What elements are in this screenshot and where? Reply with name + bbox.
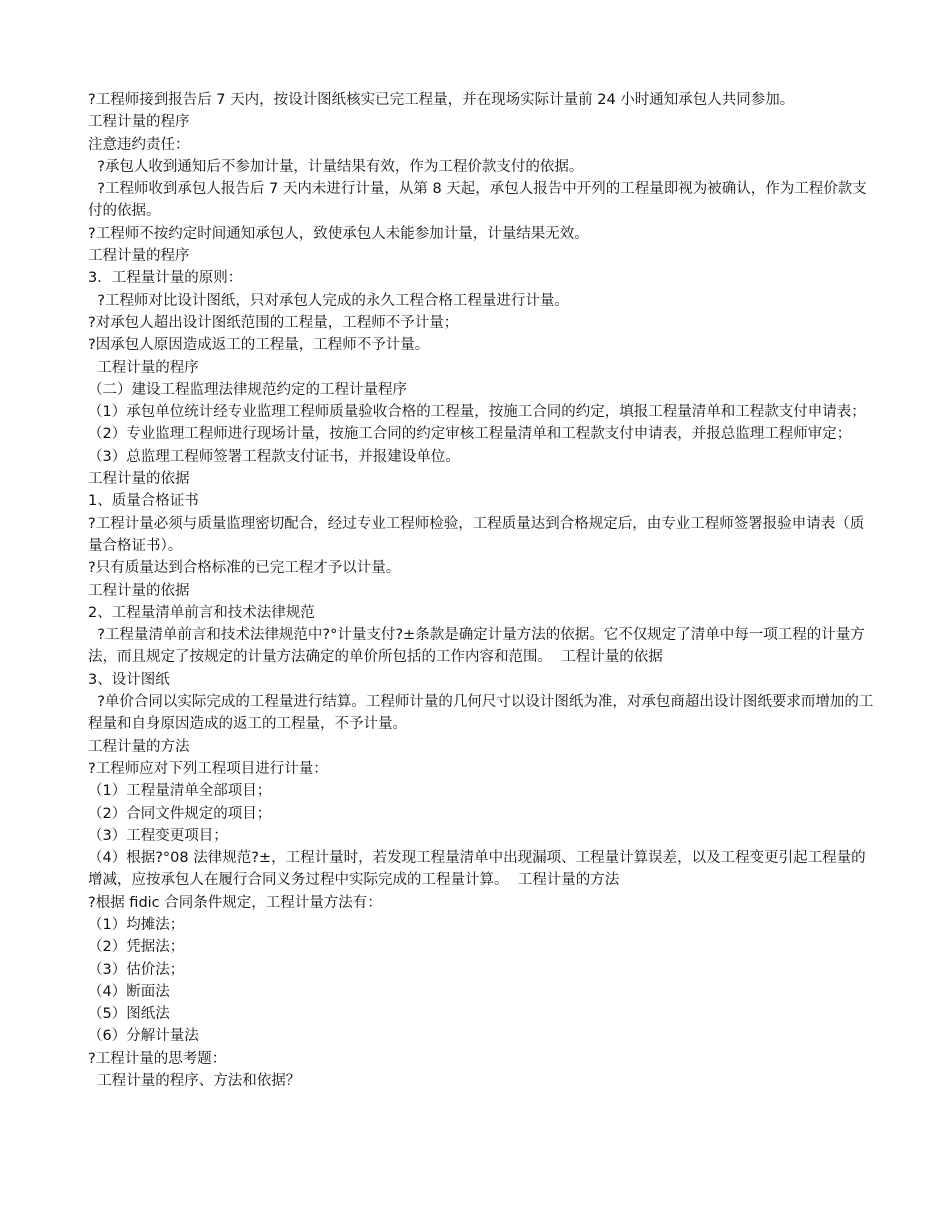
text-line: ?工程师收到承包人报告后 7 天内未进行计量，从第 8 天起，承包人报告中开列的工程量即视为被确认，作为工程价款支付的依据。 bbox=[88, 181, 867, 220]
subsection-heading: （二）建设工程监理法律规范约定的工程计量程序 bbox=[88, 381, 407, 398]
subsection-heading: 3．工程量计量的原则： bbox=[88, 270, 243, 287]
list-item: （3）估价法； bbox=[88, 961, 185, 978]
text-line: ?只有质量达到合格标准的已完工程才予以计量。 bbox=[88, 560, 401, 577]
text-line: ?工程师对比设计图纸，只对承包人完成的永久工程合格工程量进行计量。 bbox=[88, 292, 569, 309]
text-line: ?工程计量的思考题： bbox=[88, 1050, 227, 1067]
section-heading: 工程计量的依据 bbox=[88, 582, 190, 599]
text-line: ?工程师接到报告后 7 天内，按设计图纸核实已完工程量，并在现场实际计量前 24 小时通知承包人共同参加。 bbox=[88, 92, 795, 108]
list-item: （1）均摊法； bbox=[88, 916, 185, 933]
text-line: ?单价合同以实际完成的工程量进行结算。工程师计量的几何尺寸以设计图纸为准，对承包商超出设计图纸要求而增加的工程量和自身原因造成的返工的工程量，不予计量。 bbox=[88, 694, 874, 733]
section-heading: 工程计量的方法 bbox=[88, 738, 190, 755]
text-line: ?工程师应对下列工程项目进行计量： bbox=[88, 760, 328, 777]
section-heading: 工程计量的程序 bbox=[88, 248, 190, 265]
section-heading: 工程计量的程序 bbox=[88, 114, 190, 131]
subsection-heading: 1、质量合格证书 bbox=[88, 493, 199, 510]
list-item: （1）承包单位统计经专业监理工程师质量验收合格的工程量，按施工合同的约定，填报工程量清单和工程款支付申请表； bbox=[88, 404, 866, 421]
text-line: ?工程量清单前言和技术法律规范中?°计量支付?±条款是确定计量方法的依据。它不仅规定了清单中每一项工程的计量方法，而且规定了按规定的计量方法确定的单价所包括的工作内容和范围。 工程计量的依据 bbox=[88, 627, 865, 666]
text-line: 注意违约责任： bbox=[88, 136, 190, 153]
list-item: （3）总监理工程师签署工程款支付证书，并报建设单位。 bbox=[88, 448, 460, 465]
document-body bbox=[88, 89, 878, 1092]
text-line: ?根据 fidic 合同条件规定，工程计量方法有： bbox=[88, 894, 382, 911]
text-line: ?对承包人超出设计图纸范围的工程量，工程师不予计量； bbox=[88, 314, 459, 331]
text-line: ?因承包人原因造成返工的工程量，工程师不予计量。 bbox=[88, 337, 430, 354]
text-line: ?工程计量必须与质量监理密切配合，经过专业工程师检验，工程质量达到合格规定后，由专业工程师签署报验申请表（质量合格证书）。 bbox=[88, 515, 865, 554]
section-heading: 工程计量的依据 bbox=[88, 471, 190, 488]
text-line: ?工程师不按约定时间通知承包人，致使承包人未能参加计量，计量结果无效。 bbox=[88, 225, 589, 242]
text-line: ?承包人收到通知后不参加计量，计量结果有效，作为工程价款支付的依据。 bbox=[88, 158, 584, 175]
text-line: 工程计量的程序、方法和依据？ bbox=[88, 1073, 301, 1090]
list-item: （1）工程量清单全部项目； bbox=[88, 783, 272, 800]
list-item: （2）合同文件规定的项目； bbox=[88, 805, 272, 822]
list-item: （5）图纸法 bbox=[88, 1006, 170, 1023]
section-heading: 工程计量的程序 bbox=[88, 359, 199, 376]
list-item: （2）凭据法； bbox=[88, 939, 185, 956]
list-item: （4）根据?°08 法律规范?±，工程计量时，若发现工程量清单中出现漏项、工程量计算误差，以及工程变更引起工程量的增减，应按承包人在履行合同义务过程中实际完成的工程量计算。 工程计量的方法 bbox=[88, 850, 866, 889]
list-item: （6）分解计量法 bbox=[88, 1028, 199, 1045]
list-item: （3）工程变更项目； bbox=[88, 827, 228, 844]
subsection-heading: 3、设计图纸 bbox=[88, 671, 170, 688]
list-item: （2）专业监理工程师进行现场计量，按施工合同的约定审核工程量清单和工程款支付申请表，并报总监理工程师审定； bbox=[88, 426, 852, 443]
subsection-heading: 2、工程量清单前言和技术法律规范 bbox=[88, 604, 315, 621]
list-item: （4）断面法 bbox=[88, 983, 170, 1000]
